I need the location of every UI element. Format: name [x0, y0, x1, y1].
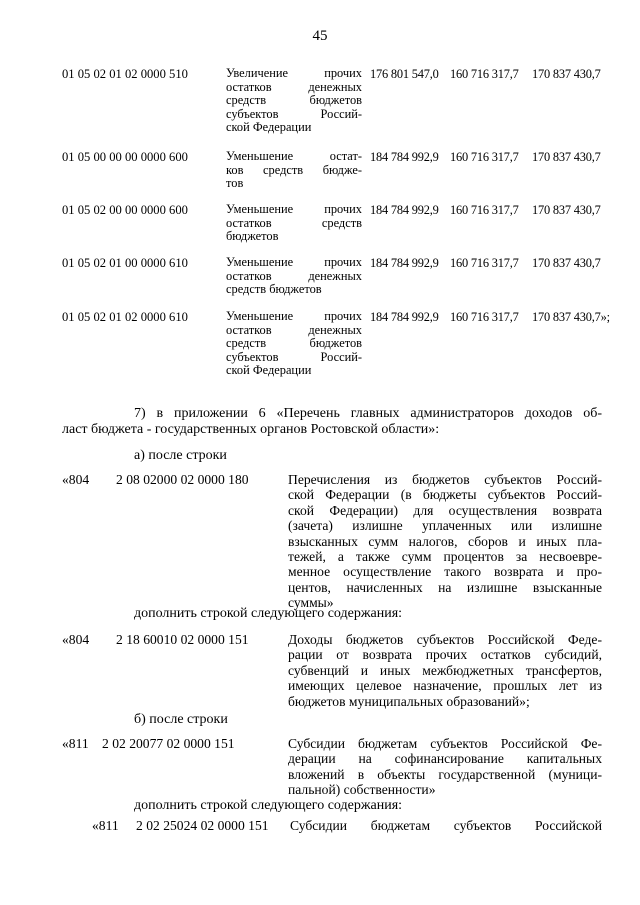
budget-row-value-2: 160 716 317,7 — [450, 203, 519, 217]
add-line-instruction: дополнить строкой следующего содержания: — [134, 798, 403, 813]
budget-row-value-2: 160 716 317,7 — [450, 310, 519, 324]
budget-row-name: Уменьшение прочих остатков денежных средств бюджетов субъектов Россий- ской Федерации — [226, 309, 362, 378]
budget-row-code: 01 05 02 01 02 0000 510 — [62, 67, 188, 81]
budget-row-name: Уменьшение остат- ков средств бюдже- тов — [226, 149, 362, 191]
revenue-description: Субсидии бюджетам субъектов Российской — [290, 818, 602, 833]
revenue-code: 2 02 20077 02 0000 151 — [102, 736, 235, 751]
budget-row-name: Увеличение прочих остатков денежных средств бюджетов субъектов Россий- ской Федерации — [226, 66, 362, 135]
budget-row-code: 01 05 00 00 00 0000 600 — [62, 150, 188, 164]
budget-row-code: 01 05 02 01 02 0000 610 — [62, 310, 188, 324]
budget-row-value-3: 170 837 430,7 — [532, 256, 601, 270]
add-line-instruction: дополнить строкой следующего содержания: — [134, 606, 403, 621]
budget-row-value-2: 160 716 317,7 — [450, 67, 519, 81]
revenue-description: Перечисления из бюджетов субъектов Россий- ской Федерации (в бюджеты субъектов Россий- ской Федерации) для осуществления возврата (зачета) излишне уплаченных или излишне взысканных сумм налогов, сборов и иных пла- тежей, а также сумм процентов за несвоевре- менное осуществление такого возврата и про- центов, начисленных на излишне взысканные суммы» — [288, 472, 602, 611]
page-number: 45 — [312, 28, 328, 44]
budget-row-name: Уменьшение прочих остатков средств бюджетов — [226, 202, 362, 244]
budget-row-value-1: 184 784 992,9 — [370, 310, 439, 324]
revenue-code: 2 02 25024 02 0000 151 — [136, 818, 269, 833]
budget-row-value-1: 184 784 992,9 — [370, 256, 439, 270]
budget-row-value-2: 160 716 317,7 — [450, 150, 519, 164]
budget-row-value-2: 160 716 317,7 — [450, 256, 519, 270]
budget-row-code: 01 05 02 00 00 0000 600 — [62, 203, 188, 217]
budget-row-code: 01 05 02 01 00 0000 610 — [62, 256, 188, 270]
item-7-paragraph: 7) в приложении 6 «Перечень главных администраторов доходов об- ласт бюджета - государственных органов Ростовской области»: — [62, 406, 602, 437]
admin-code: «804 — [62, 472, 90, 487]
budget-row-value-1: 184 784 992,9 — [370, 150, 439, 164]
admin-code: «811 — [92, 818, 119, 833]
budget-row-value-3: 170 837 430,7 — [532, 150, 601, 164]
revenue-code: 2 18 60010 02 0000 151 — [116, 632, 249, 647]
revenue-description: Субсидии бюджетам субъектов Российской Фе- дерации на софинансирование капитальных вложений в объекты государственной (муници- пальной) собственности» — [288, 736, 602, 798]
budget-row-value-1: 184 784 992,9 — [370, 203, 439, 217]
revenue-code: 2 08 02000 02 0000 180 — [116, 472, 249, 487]
subitem-a-heading: а) после строки — [134, 448, 227, 463]
admin-code: «811 — [62, 736, 89, 751]
budget-row-value-1: 176 801 547,0 — [370, 67, 439, 81]
budget-row-name: Уменьшение прочих остатков денежных средств бюджетов — [226, 255, 362, 297]
budget-row-value-3: 170 837 430,7 — [532, 67, 601, 81]
subitem-b-heading: б) после строки — [134, 712, 228, 727]
budget-row-value-3: 170 837 430,7»; — [532, 310, 610, 324]
revenue-description: Доходы бюджетов субъектов Российской Феде- рации от возврата прочих остатков субсидий, субвенций и иных межбюджетных трансфертов, имеющих целевое назначение, прошлых лет из бюджетов муниципальных образований»; — [288, 632, 602, 709]
budget-row-value-3: 170 837 430,7 — [532, 203, 601, 217]
admin-code: «804 — [62, 632, 90, 647]
